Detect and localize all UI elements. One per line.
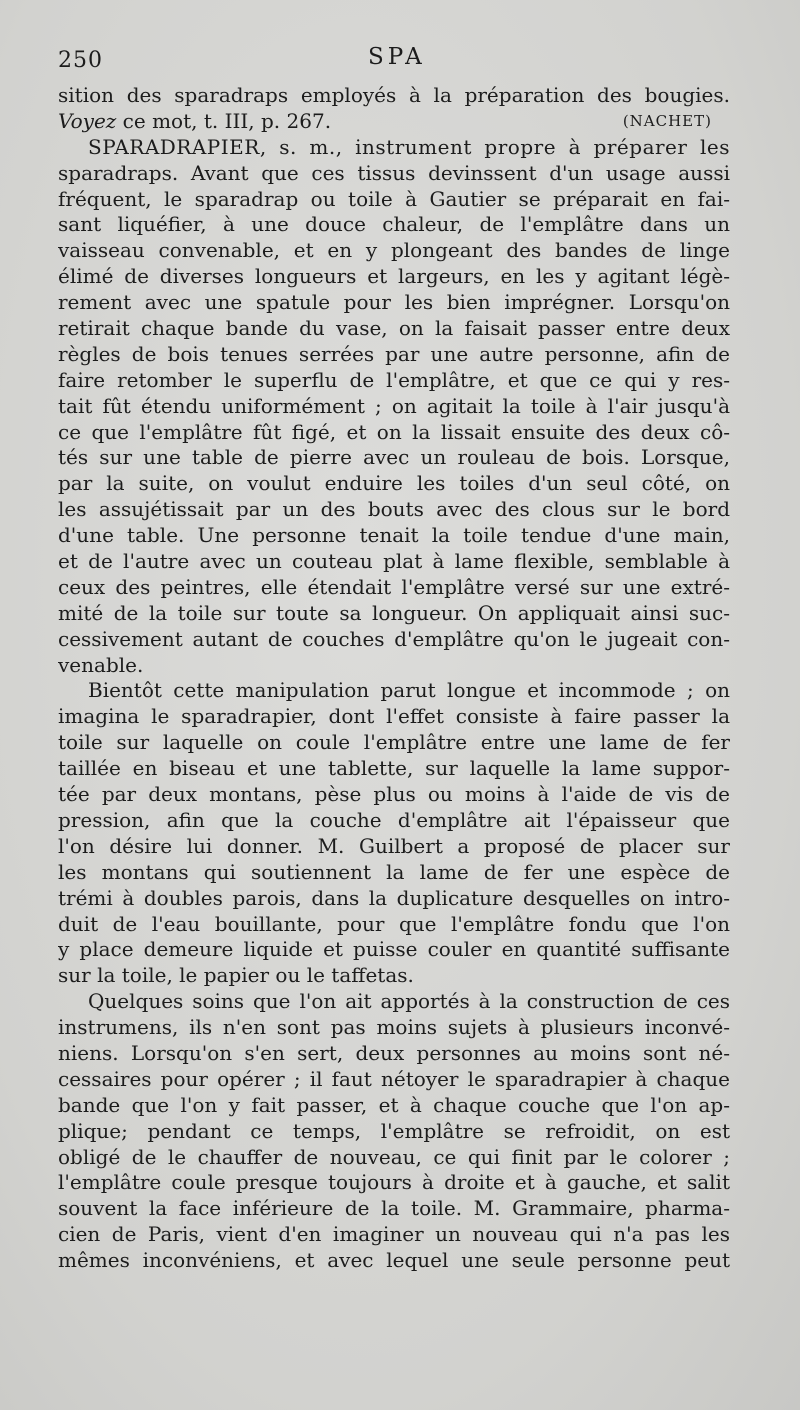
text-line: cien de Paris, vient d'en imaginer un nouveau qui n'a pas les	[58, 1222, 730, 1247]
text-line: tés sur une table de pierre avec un rouleau de bois. Lorsque,	[58, 445, 730, 470]
text-line: bande que l'on y fait passer, et à chaque couche que l'on ap-	[58, 1092, 730, 1117]
text-line: mêmes inconvéniens, et avec lequel une seule personne peut	[58, 1248, 730, 1273]
text-line: instrumens, ils n'en sont pas moins sujets à plusieurs inconvé-	[58, 1015, 730, 1040]
text-line: sant liquéfier, à une douce chaleur, de l'emplâtre dans un	[58, 212, 730, 237]
text-line: sition des sparadraps employés à la préparation des bougies.	[58, 83, 730, 107]
text-line: par la suite, on voulut enduire les toiles d'un seul côté, on	[58, 471, 730, 496]
text-line: mité de la toile sur toute sa longueur. On appliquait ainsi suc-	[58, 600, 730, 625]
paragraph-end-line: sur la toile, le papier ou le taffetas.	[58, 963, 414, 988]
paragraph-end-line: venable.	[58, 652, 144, 677]
text-line: cessivement autant de couches d'emplâtre qu'on le jugeait con-	[58, 626, 730, 651]
text-line: d'une table. Une personne tenait la toile tendue d'une main,	[58, 523, 730, 548]
text-line: y place demeure liquide et puisse couler en quantité suffisante	[58, 937, 730, 962]
text-line: vaisseau convenable, et en y plongeant des bandes de linge	[58, 238, 730, 263]
paragraph-start-line: Quelques soins que l'on ait apportés à la construction de ces	[88, 989, 730, 1014]
text-line: l'emplâtre coule presque toujours à droite et à gauche, et salit	[58, 1170, 730, 1195]
body-text	[58, 83, 730, 1274]
author-signature: (NACHET)	[622, 111, 712, 130]
text-line: sparadraps. Avant que ces tissus devinssent d'un usage aussi	[58, 160, 730, 185]
text-line: plique; pendant ce temps, l'emplâtre se refroidit, on est	[58, 1118, 730, 1143]
text-line: duit de l'eau bouillante, pour que l'emplâtre fondu que l'on	[58, 911, 730, 936]
text-line: faire retomber le superflu de l'emplâtre, et que ce qui y res-	[58, 367, 730, 392]
text-line: ceux des peintres, elle étendait l'emplâtre versé sur une extré-	[58, 574, 730, 599]
entry-heading-line: SPARADRAPIER, s. m., instrument propre à préparer les	[88, 134, 730, 159]
page-number: 250	[58, 48, 103, 73]
text-line: fréquent, le sparadrap ou toile à Gautier se préparait en fai-	[58, 186, 730, 211]
text-line: élimé de diverses longueurs et largeurs, en les y agitant légè-	[58, 264, 730, 289]
text-line: l'on désire lui donner. M. Guilbert a proposé de placer sur	[58, 833, 730, 858]
text-line: pression, afin que la couche d'emplâtre ait l'épaisseur que	[58, 807, 730, 832]
text-line: trémi à doubles parois, dans la duplicature desquelles on intro-	[58, 885, 730, 910]
text-line: retirait chaque bande du vase, on la faisait passer entre deux	[58, 316, 730, 341]
text-line: niens. Lorsqu'on s'en sert, deux personnes au moins sont né-	[58, 1040, 730, 1065]
text-line: cessaires pour opérer ; il faut nétoyer le sparadrapier à chaque	[58, 1066, 730, 1091]
reference-text: ce mot, t. III, p. 267.	[116, 108, 332, 133]
text-line: taillée en biseau et une tablette, sur laquelle la lame suppor-	[58, 756, 730, 781]
text-line: obligé de le chauffer de nouveau, ce qui finit par le colorer ;	[58, 1144, 730, 1169]
see-also-word: Voyez	[58, 108, 117, 133]
running-head: SPA	[368, 44, 426, 70]
text-line: ce que l'emplâtre fût figé, et on la lissait ensuite des deux cô-	[58, 419, 730, 444]
text-line: et de l'autre avec un couteau plat à lame flexible, semblable à	[58, 549, 730, 574]
text-line: rement avec une spatule pour les bien imprégner. Lorsqu'on	[58, 290, 730, 315]
text-line: tée par deux montans, pèse plus ou moins à l'aide de vis de	[58, 782, 730, 807]
text-line: les assujétissait par un des bouts avec des clous sur le bord	[58, 497, 730, 522]
page-header	[58, 44, 730, 80]
cross-reference-line	[58, 109, 730, 135]
text-line: les montans qui soutiennent la lame de fer une espèce de	[58, 859, 730, 884]
text-line: règles de bois tenues serrées par une autre personne, afin de	[58, 341, 730, 366]
text-line: tait fût étendu uniformément ; on agitait la toile à l'air jusqu'à	[58, 393, 730, 418]
paragraph-start-line: Bientôt cette manipulation parut longue et incommode ; on	[88, 678, 730, 703]
text-line: imagina le sparadrapier, dont l'effet consiste à faire passer la	[58, 704, 730, 729]
text-line: souvent la face inférieure de la toile. M. Grammaire, pharma-	[58, 1196, 730, 1221]
text-line: toile sur laquelle on coule l'emplâtre entre une lame de fer	[58, 730, 730, 755]
